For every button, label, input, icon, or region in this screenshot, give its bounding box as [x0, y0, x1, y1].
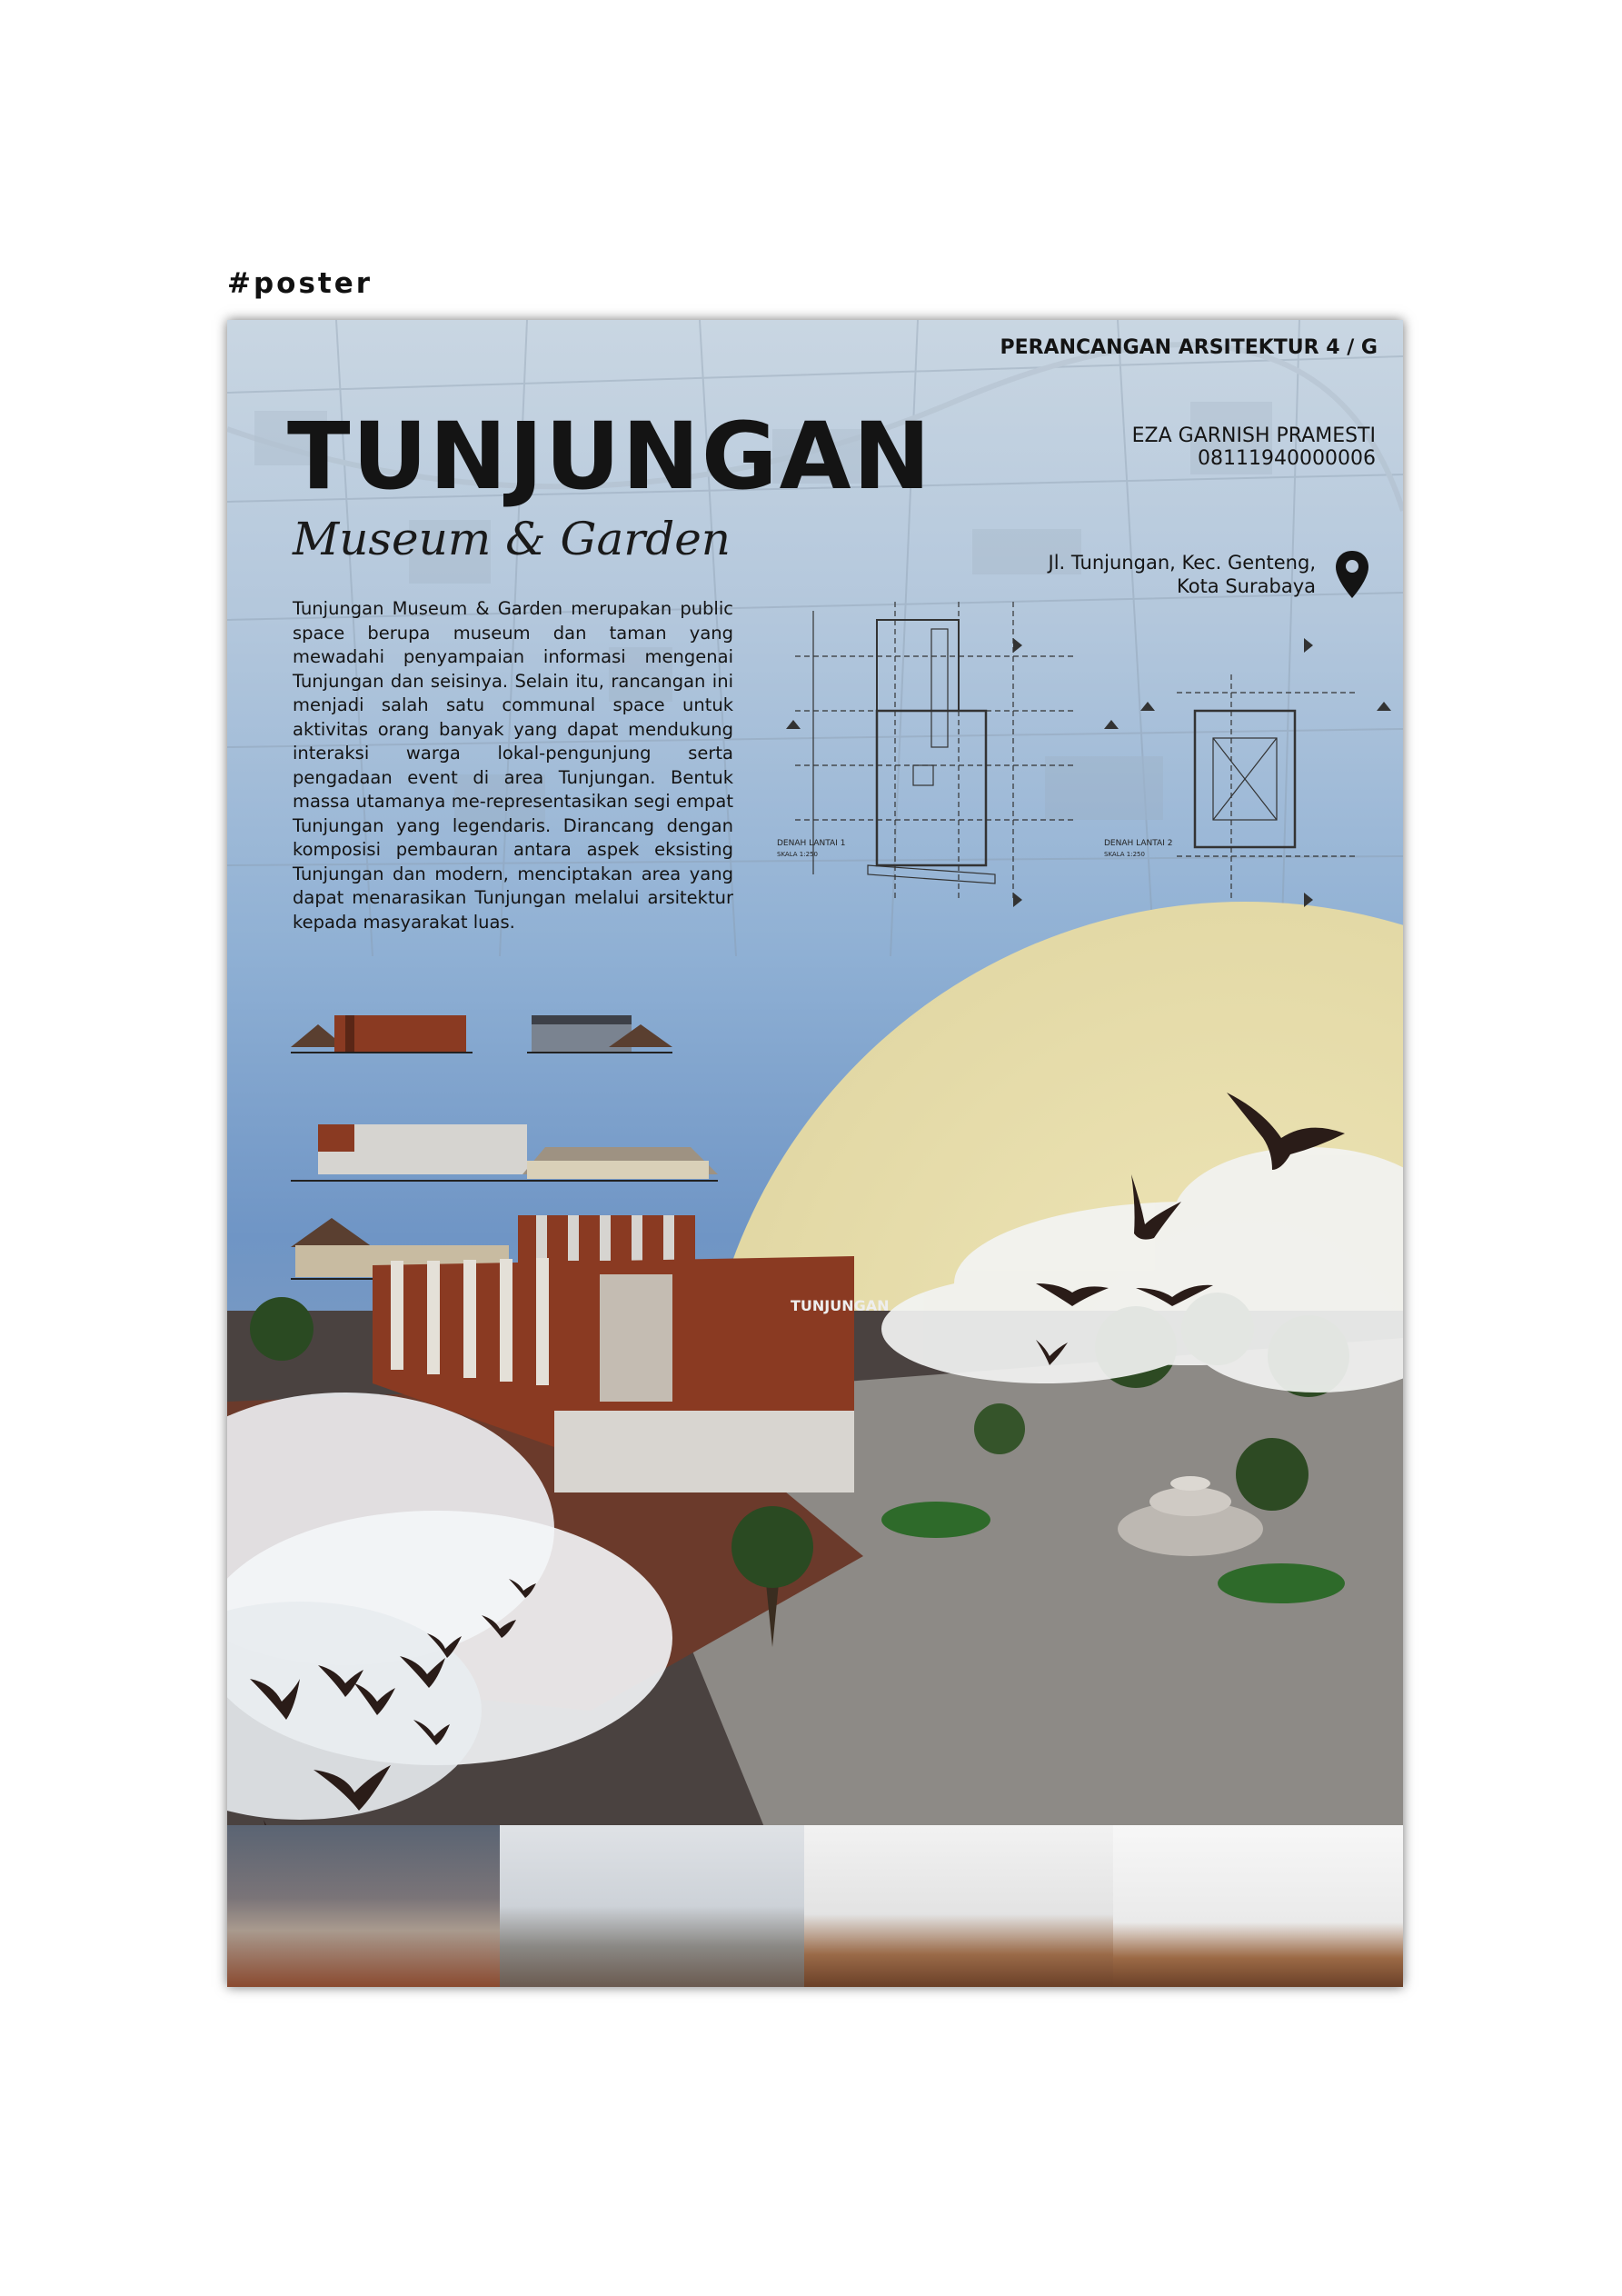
bird-icon [400, 1656, 445, 1688]
building-sign: TUNJUNGAN [791, 1297, 890, 1314]
bird-icon [313, 1765, 391, 1811]
bird-icon [354, 1683, 395, 1715]
render-thumbnail-interior-1 [804, 1825, 1113, 1987]
bird-icon [413, 1720, 450, 1745]
plan-scale-1: SKALA 1:250 [777, 851, 818, 858]
author-name: EZA GARNISH PRAMESTI [1131, 424, 1376, 447]
plan-label-2: DENAH LANTAI 2 [1104, 839, 1173, 848]
bird-icon [318, 1665, 363, 1697]
bird-icon [482, 1615, 516, 1638]
poster-subtitle: Museum & Garden [293, 513, 731, 565]
project-description: Tunjungan Museum & Garden merupakan public space berupa museum dan taman yang mewadahi penyampaian informasi mengenai Tunjungan dan seisinya. Selain itu, rancangan ini menjadi salah satu communal space untuk aktivitas orang banyak yang dapat mendukung interaksi warga lokal-pengunjung serta pengadaan event di area Tunjungan. Bentuk massa utamanya me-representasikan segi empat Tunjungan yang legendaris. Dirancang dengan komposisi pembauran antara aspek eksisting Tunjungan dan modern, menciptakan area yang dapat menarasikan Tunjungan melalui arsitektur kepada masyarakat luas. [293, 598, 733, 933]
bird-icon [509, 1579, 536, 1598]
plan-scale-2: SKALA 1:250 [1104, 851, 1145, 858]
poster [227, 320, 1403, 1987]
cloud-and-bird-layer [227, 320, 1403, 1987]
poster-title: TUNJUNGAN [287, 403, 932, 511]
author-id: 08111940000006 [1198, 447, 1376, 471]
page-label: #poster [227, 267, 373, 300]
bird-icon [427, 1633, 462, 1658]
address-line-2: Kota Surabaya [1177, 575, 1316, 598]
render-thumbnail-garden [500, 1825, 804, 1987]
render-thumbnail-strip [227, 1825, 1403, 1987]
render-thumbnail-interior-2 [1113, 1825, 1403, 1987]
course-label: PERANCANGAN ARSITEKTUR 4 / G [1000, 336, 1378, 359]
address-line-1: Jl. Tunjungan, Kec. Genteng, [1048, 552, 1316, 574]
plan-label-1: DENAH LANTAI 1 [777, 839, 846, 848]
render-thumbnail-entrance [227, 1825, 500, 1987]
bird-icon [250, 1679, 300, 1720]
